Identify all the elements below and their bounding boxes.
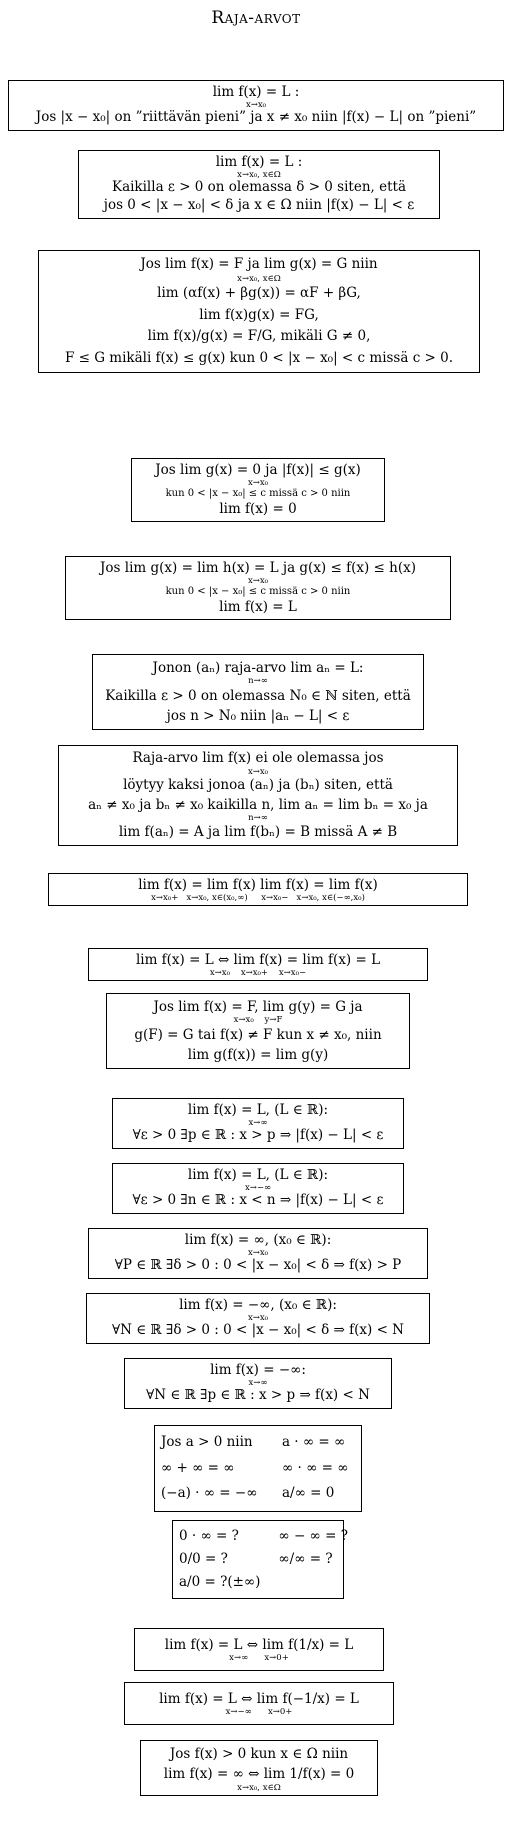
formula-line: Jos lim g(x) = lim h(x) = L ja g(x) ≤ f(x) ≤ h(x) xyxy=(100,560,416,576)
formula-line: lim f(x) = L : xyxy=(212,84,300,100)
formula-line: lim g(f(x)) = lim g(y) xyxy=(187,1047,329,1063)
formula-line: löytyy kaksi jonoa (aₙ) ja (bₙ) siten, että xyxy=(123,777,393,794)
formula-line: lim f(x) = L ⇔ lim f(−1/x) = L xyxy=(159,1691,359,1707)
formula-line: lim f(x) = ∞, (x₀ ∈ ℝ): xyxy=(184,1232,332,1248)
formula-box-reciprocal xyxy=(140,1740,378,1796)
formula-box-limit-neg-infinity xyxy=(112,1163,404,1214)
limit-subscript: x→−∞ xyxy=(244,1182,272,1193)
formula-box-limit-rules xyxy=(38,250,480,373)
formula-line: F ≤ G mikäli f(x) ≤ g(x) kun 0 < |x − x₀| < c missä c > 0. xyxy=(64,349,454,366)
formula-box-epsilon-delta xyxy=(78,150,440,219)
formula-line: lim f(x) = L ⇔ lim f(1/x) = L xyxy=(164,1637,354,1653)
formula-line: lim f(x) = L xyxy=(219,598,297,615)
limit-subscript: x→∞ xyxy=(229,1652,249,1663)
formula-line: lim f(x) = L, (L ∈ ℝ): xyxy=(187,1167,329,1183)
formula-line: ∀ε > 0 ∃p ∈ ℝ : x > p ⇒ |f(x) − L| < ε xyxy=(132,1127,384,1144)
limit-subscript: x→∞ xyxy=(248,1377,268,1388)
limit-subscript-row xyxy=(131,1708,387,1717)
formula-line: lim f(x) = 0 xyxy=(219,500,297,517)
formula-cell: 0/0 = ? xyxy=(179,1550,228,1567)
limit-subscript-row xyxy=(95,969,421,978)
limit-subscript: x→0+ xyxy=(264,1652,289,1663)
formula-box-composition xyxy=(106,993,410,1069)
limit-subscript: x→x₀− xyxy=(278,967,307,978)
formula-line: lim f(x)/g(x) = F/G, mikäli G ≠ 0, xyxy=(147,328,371,345)
formula-cell: ∞ · ∞ = ∞ xyxy=(281,1459,349,1476)
formula-line: Raja-arvo lim f(x) ei ole olemassa jos xyxy=(132,750,384,766)
formula-box-infinity-arithmetic xyxy=(154,1425,362,1512)
limit-subscript: n→∞ xyxy=(248,676,268,687)
formula-cell: a · ∞ = ∞ xyxy=(281,1434,346,1450)
formula-cell: ∞ − ∞ = ? xyxy=(278,1528,348,1544)
limit-subscript: x→−∞ xyxy=(225,1706,252,1717)
formula-box-sequence-limit xyxy=(92,654,424,730)
formula-box-substitution-negative xyxy=(124,1682,394,1725)
limit-subscript: x→x₀+ xyxy=(151,892,179,903)
formula-line: jos n > N₀ niin |aₙ − L| < ε xyxy=(166,708,350,724)
formula-box-one-sided xyxy=(48,873,468,906)
formula-box-nonexistence xyxy=(58,745,458,846)
limit-subscript-row xyxy=(55,894,461,903)
formula-box-limit-infinity xyxy=(112,1098,404,1149)
formula-line: ∀N ∈ ℝ ∃δ > 0 : 0 < |x − x₀| < δ ⇒ f(x) < N xyxy=(112,1322,404,1339)
formula-cell: (−a) · ∞ = −∞ xyxy=(161,1485,258,1502)
formula-box-indeterminate-forms xyxy=(172,1520,348,1599)
formula-line: ∀ε > 0 ∃n ∈ ℝ : x < n ⇒ |f(x) − L| < ε xyxy=(132,1192,384,1209)
formula-box-two-sided xyxy=(88,948,428,981)
limit-subscript: x→x₀ xyxy=(247,477,269,488)
limit-subscript: x→x₀ xyxy=(209,967,230,978)
formula-cell: a/∞ = 0 xyxy=(281,1485,335,1502)
formula-line: jos 0 < |x − x₀| < δ ja x ∈ Ω niin |f(x) − L| < ε xyxy=(103,197,415,214)
formula-line: Jos lim g(x) = 0 ja |f(x)| ≤ g(x) xyxy=(155,462,361,478)
formula-line: lim f(x) = −∞, (x₀ ∈ ℝ): xyxy=(179,1297,337,1313)
formula-line: lim f(x) = −∞: xyxy=(210,1362,306,1378)
limit-subscript: x→x₀, x∈Ω xyxy=(237,273,281,284)
formula-cell: Jos a > 0 niin xyxy=(161,1434,253,1450)
formula-line: lim f(x) = lim f(x) lim f(x) = lim f(x) xyxy=(138,877,378,893)
limit-subscript: x→0+ xyxy=(267,1706,293,1717)
limit-subscript: x→x₀ xyxy=(233,1015,254,1026)
formula-line: Jonon (aₙ) raja-arvo lim aₙ = L: xyxy=(152,660,364,676)
formula-line: kun 0 < |x − x₀| ≤ c missä c > 0 niin xyxy=(165,488,351,500)
formula-line: Jos f(x) > 0 kun x ∈ Ω niin xyxy=(169,1746,349,1762)
limit-subscript: x→x₀ xyxy=(247,1312,269,1323)
formula-line: lim f(x) = L ⇔ lim f(x) = lim f(x) = L xyxy=(135,952,381,968)
limit-subscript: n→∞ xyxy=(248,813,268,824)
formula-line: ∀N ∈ ℝ ∃p ∈ ℝ : x > p ⇒ f(x) < N xyxy=(146,1387,370,1404)
limit-subscript: x→x₀ xyxy=(247,1247,269,1258)
limit-subscript: x→x₀ xyxy=(247,575,269,586)
formula-line: Kaikilla ε > 0 on olemassa δ > 0 siten, että xyxy=(111,179,406,196)
formula-cell: ∞ + ∞ = ∞ xyxy=(161,1459,235,1476)
formula-box-substitution-positive xyxy=(134,1628,384,1671)
limit-subscript: x→x₀, x∈(x₀,∞) xyxy=(186,892,248,903)
limit-subscript: x→x₀, x∈Ω xyxy=(237,169,281,180)
limit-subscript-row xyxy=(141,1654,377,1663)
formula-line: aₙ ≠ x₀ ja bₙ ≠ x₀ kaikilla n, lim aₙ = lim bₙ = x₀ ja xyxy=(88,796,428,813)
formula-box-infinite-limit xyxy=(88,1228,428,1279)
formula-line: Jos |x − x₀| on ”riittävän pieni” ja x ≠ x₀ niin |f(x) − L| on ”pieni” xyxy=(35,109,477,126)
page-title: Raja-arvot xyxy=(211,8,301,28)
formula-box-neg-infinite-limit xyxy=(86,1293,430,1344)
formula-line: Jos lim f(x) = F, lim g(y) = G ja xyxy=(153,999,363,1015)
limit-subscript: x→x₀ xyxy=(245,99,267,110)
formula-cell: ∞/∞ = ? xyxy=(278,1550,333,1567)
limit-subscript: x→x₀, x∈(−∞,x₀) xyxy=(296,892,365,903)
formula-line: g(F) = G tai f(x) ≠ F kun x ≠ x₀, niin xyxy=(134,1026,382,1043)
formula-box-neg-inf-at-inf xyxy=(124,1358,392,1409)
formula-line: kun 0 < |x − x₀| ≤ c missä c > 0 niin xyxy=(165,586,351,598)
formula-line: lim f(x) = ∞ ⇔ lim 1/f(x) = 0 xyxy=(163,1766,355,1783)
formula-cell: 0 · ∞ = ? xyxy=(179,1528,239,1544)
formula-line: Kaikilla ε > 0 on olemassa N₀ ∈ ℕ siten, että xyxy=(105,687,411,704)
formula-line: lim f(x) = L, (L ∈ ℝ): xyxy=(187,1102,329,1118)
limit-subscript-row xyxy=(113,1016,403,1025)
limit-subscript: x→x₀− xyxy=(261,892,289,903)
formula-box-squeeze xyxy=(65,556,451,620)
limit-subscript: x→x₀ xyxy=(247,766,269,777)
formula-line: Jos lim f(x) = F ja lim g(x) = G niin xyxy=(140,256,378,272)
limit-subscript: x→∞ xyxy=(248,1117,268,1128)
formula-box-intuitive-limit xyxy=(8,80,504,131)
formula-line: lim f(aₙ) = A ja lim f(bₙ) = B missä A ≠ B xyxy=(118,823,398,840)
formula-box-bounded-zero xyxy=(131,458,385,522)
limit-subscript: y→F xyxy=(264,1015,283,1026)
formula-line: lim f(x)g(x) = FG, xyxy=(199,306,319,323)
formula-cell: a/0 = ?(±∞) xyxy=(179,1573,261,1590)
formula-line: lim (αf(x) + βg(x)) = αF + βG, xyxy=(157,285,361,302)
limit-subscript: x→x₀+ xyxy=(240,967,269,978)
formula-line: lim f(x) = L : xyxy=(215,154,303,170)
limit-subscript: x→x₀, x∈Ω xyxy=(237,1782,281,1793)
formula-line: ∀P ∈ ℝ ∃δ > 0 : 0 < |x − x₀| < δ ⇒ f(x) > P xyxy=(114,1257,402,1274)
